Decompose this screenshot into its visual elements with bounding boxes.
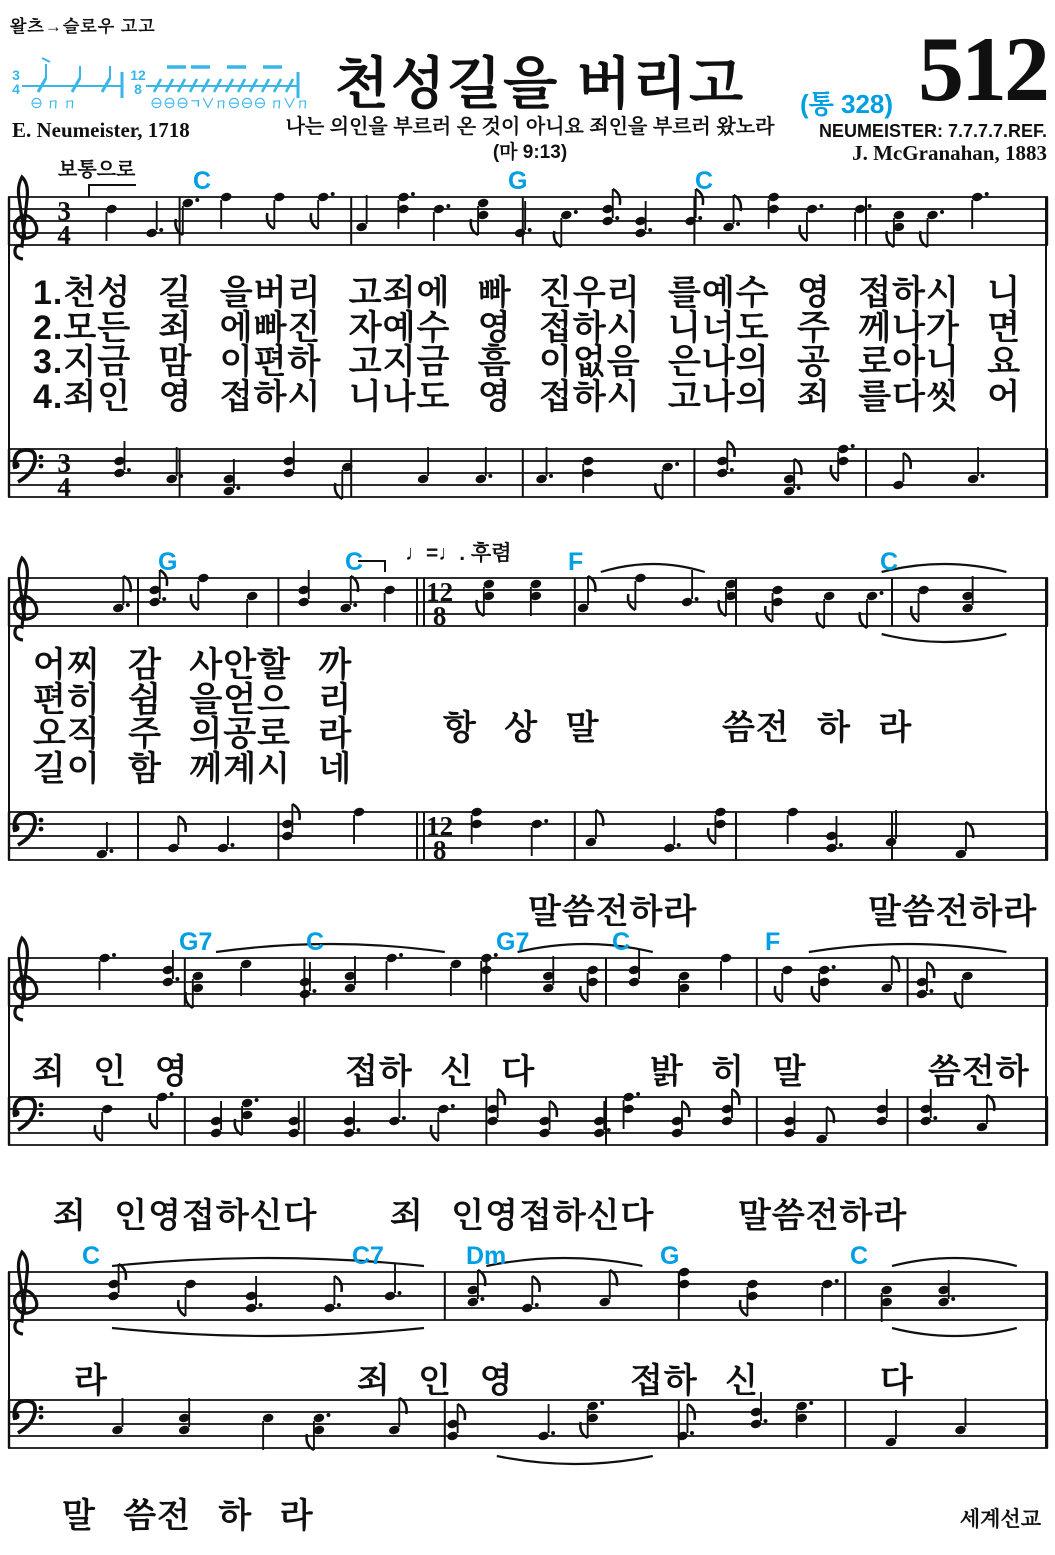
note — [598, 1270, 617, 1308]
system-barline-left — [8, 958, 10, 1145]
tune-meter: NEUMEISTER: 7.7.7.7.REF. — [818, 121, 1047, 141]
chord-label: G — [158, 548, 178, 576]
verse-lyric-line: 편히 쉼 을얻으 리 — [33, 680, 353, 719]
chord-label: C — [82, 1242, 101, 1270]
note — [178, 1398, 191, 1436]
note — [383, 584, 396, 622]
note — [240, 958, 253, 996]
treble-staff-system-4 — [8, 1246, 1048, 1350]
chord-label: G — [508, 167, 528, 195]
refrain-lyric-span: 밝 히 말 — [650, 1053, 807, 1091]
time-signature: 4 — [57, 220, 71, 250]
verse-lyric-line: 2.모든 죄 에빠진 자예수 영 접하시 니너도 주 께나가 면 — [33, 308, 1022, 347]
hymn-subtitle: 나는 의인을 부르러 온 것이 아니요 죄인을 부르러 왔노라 — [285, 116, 775, 138]
refrain-lyric-span: 라 — [74, 1362, 108, 1400]
chord-label: C — [880, 548, 899, 576]
rhythm-style-label: 왈츠→슬로우 고고 — [10, 17, 156, 36]
strum-marks-a: ⊖ ㄇ ㄇ — [30, 96, 77, 111]
system-barline-right — [1045, 1272, 1047, 1448]
note — [783, 1101, 796, 1139]
note — [786, 806, 799, 844]
treble-clef-icon — [15, 177, 37, 259]
chord-label: G — [660, 1242, 680, 1270]
note — [112, 576, 131, 614]
note — [344, 956, 357, 994]
note — [722, 195, 741, 233]
note — [388, 1398, 407, 1436]
refrain-label: ♩=♩. 후렴 — [405, 542, 512, 565]
note — [860, 590, 884, 628]
svg-text:3: 3 — [12, 67, 20, 83]
chord-label: F — [765, 928, 781, 956]
note — [355, 195, 368, 233]
refrain-lyric-span: 항 상 말 — [443, 709, 600, 747]
treble-clef-icon — [15, 938, 37, 1020]
verse-lyric-line: 4.죄인 영 접하시 니나도 영 접하시 고나의 죄 를다씻 어 — [33, 377, 1022, 416]
chord-label: G7 — [496, 928, 530, 956]
note — [287, 1101, 300, 1139]
note — [476, 578, 495, 616]
note — [262, 1412, 275, 1450]
verse-lyric-line: 1.천성 길 을버리 고죄에 빠 진우리 를예수 영 접하시 니 — [33, 274, 1022, 312]
chord-label: G7 — [179, 928, 213, 956]
chord-label: C7 — [352, 1242, 384, 1270]
refrain-lyric-span: 씀전하 — [928, 1053, 1030, 1091]
note — [885, 1410, 898, 1448]
note — [449, 958, 462, 996]
note — [880, 956, 899, 994]
verse-lyric-line: 3.지금 맘 이편하 고지금 흠 이없음 은나의 공 로아니 요 — [33, 343, 1022, 382]
note — [937, 1270, 955, 1308]
bass-lyric-span: 말 씀전 하 라 — [62, 1497, 314, 1535]
lyricist-credit: E. Neumeister, 1718 — [12, 118, 190, 142]
bass-lyric-span: 죄 인영접하신다 — [53, 1197, 318, 1235]
hymn-number: 512 — [918, 18, 1047, 120]
svg-text:8: 8 — [134, 81, 142, 97]
verse-lyrics-block — [33, 648, 352, 786]
note — [282, 441, 295, 479]
note — [580, 1400, 604, 1438]
note — [466, 1270, 485, 1308]
bass-lyric-span: 죄 인영접하신다 — [390, 1197, 655, 1235]
note — [976, 1095, 995, 1133]
chord-label: C — [193, 167, 212, 195]
refrain-lyric-span: 접하 신 다 — [345, 1053, 536, 1091]
note — [185, 970, 204, 1008]
system-barline-right — [1045, 958, 1047, 1145]
note — [246, 590, 259, 628]
note — [339, 576, 358, 614]
time-signature: 8 — [432, 601, 447, 631]
bass-staff-system-2 — [8, 786, 1048, 890]
hymn-title: 천성길을 버리고 — [334, 52, 746, 115]
note — [678, 1266, 691, 1304]
chord-label: C — [850, 1242, 869, 1270]
note — [720, 952, 733, 990]
system-barline-left — [8, 197, 10, 497]
svg-text:4: 4 — [12, 81, 20, 97]
time-signature: 3 — [57, 448, 71, 478]
note — [470, 806, 483, 844]
refrain-lyric-span: 다 — [880, 1362, 914, 1400]
verse-lyric-line: 어찌 감 사안할 까 — [33, 646, 353, 684]
note — [795, 1400, 813, 1438]
treble-clef-icon — [15, 1252, 37, 1334]
refrain-lyric-span: 죄 인 영 — [32, 1053, 189, 1091]
time-signature: 12 — [426, 811, 454, 841]
note — [954, 1398, 967, 1436]
system-barline-left — [8, 578, 10, 860]
strum-marks-b: ⊖⊖⊖ㄱ∨ㄇ⊖⊖⊖ ㄇ∨ㄇ — [150, 96, 309, 111]
note — [307, 1412, 331, 1450]
note — [875, 1089, 888, 1127]
system-barline-right — [1045, 197, 1047, 497]
time-signature: 8 — [432, 835, 447, 865]
bass-clef-icon — [12, 1098, 43, 1130]
chord-label: F — [568, 548, 584, 576]
bass-lyric-span: 말씀전하라 — [868, 893, 1038, 931]
system-barline-left — [8, 1272, 10, 1448]
note — [582, 455, 595, 493]
note — [887, 209, 906, 247]
bass-lyric-span: 말씀전하라 — [528, 893, 698, 931]
verse-lyric-line: 오직 주 의공로 라 — [33, 715, 353, 754]
note — [961, 576, 974, 614]
chord-label: C — [345, 548, 364, 576]
note — [815, 1107, 834, 1145]
bass-lyric-span: 말씀전하라 — [738, 1197, 908, 1235]
refrain-lyric-span: 접하 신 — [630, 1362, 759, 1400]
note — [880, 1284, 893, 1322]
note — [577, 576, 596, 614]
note — [353, 806, 366, 844]
chord-label: C — [695, 167, 714, 195]
note — [471, 197, 490, 235]
bass-clef-icon — [12, 813, 43, 845]
system-barline-right — [1045, 578, 1047, 860]
note — [783, 459, 802, 497]
note — [585, 810, 604, 848]
composer-credit: J. McGranahan, 1883 — [852, 141, 1047, 165]
note — [535, 447, 553, 485]
note — [719, 578, 738, 616]
time-signature: 3 — [57, 196, 71, 226]
refrain-lyric-span: 씀전 하 라 — [722, 709, 913, 747]
tempo-marking: 보통으로 — [58, 159, 136, 181]
rhythm-pattern-graphic — [4, 42, 309, 120]
note — [542, 956, 555, 994]
note — [105, 203, 118, 241]
note — [529, 578, 542, 616]
note — [474, 447, 492, 485]
note — [235, 1097, 259, 1135]
note — [220, 191, 233, 229]
bass-staff-system-1 — [8, 423, 1048, 527]
chord-label: C — [612, 928, 631, 956]
verse-lyric-line: 길이 함 께계시 네 — [33, 749, 353, 788]
note — [678, 970, 691, 1008]
bass-clef-icon — [12, 1401, 43, 1433]
note — [955, 822, 974, 860]
time-signature: 4 — [57, 472, 71, 502]
chord-label: C — [306, 928, 325, 956]
treble-clef-icon — [15, 558, 37, 640]
note — [554, 209, 578, 247]
note — [655, 461, 679, 499]
verse-lyrics-block — [33, 276, 1021, 414]
svg-text:12: 12 — [130, 67, 146, 83]
tong-hymnal-number: (통 328) — [800, 89, 894, 119]
note — [210, 1101, 223, 1139]
refrain-lyric-span: 죄 인 영 — [357, 1362, 514, 1400]
note — [297, 570, 310, 608]
time-signature: 12 — [426, 577, 454, 607]
treble-staff-system-1 — [8, 171, 1048, 275]
note — [920, 209, 944, 247]
publisher-label: 세계선교 — [959, 1508, 1041, 1531]
chord-label: Dm — [466, 1242, 507, 1270]
note — [967, 447, 985, 485]
note — [817, 590, 836, 628]
bass-clef-icon — [12, 450, 43, 482]
note — [955, 970, 974, 1008]
note — [767, 191, 780, 229]
scripture-reference: (마 9:13) — [492, 142, 568, 163]
note — [417, 447, 430, 485]
note — [96, 822, 114, 860]
note — [222, 459, 240, 497]
note — [111, 1398, 124, 1436]
